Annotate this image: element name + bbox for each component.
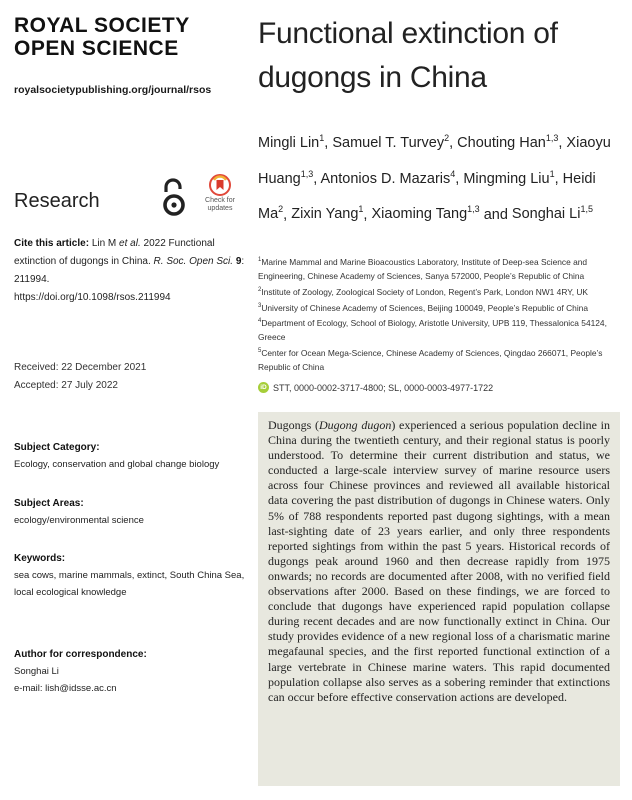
author[interactable]: Zixin Yang$^1$ — [291, 204, 364, 223]
subject-areas-value[interactable]: ecology/environmental science — [14, 515, 144, 526]
check-for-updates-badge[interactable] — [200, 174, 240, 212]
affiliation: $^4$Department of Ecology, School of Biology, Aristotle University, UPB 119, Thessalonica 54124, Greece — [258, 318, 607, 343]
citation-title: 2022 Functional extinction of dugongs in China. — [14, 238, 215, 267]
subject-areas-block — [14, 495, 246, 529]
abstract-text-start: Dugongs ( — [268, 418, 320, 432]
abstract-text-rest: ) experienced a serious population decline in China during the twentieth century, and their regional status is poorly understood. To determine their current distribution and status, we conducted a large-scale interview survey of marine resource users across four Chinese provinces and reviewed all available historical data covering the past distribution of dugongs in Chinese waters. Only 5% of 788 respondents reported past dugong sightings, with a mean last-sighting date of 23 years earlier, and only three respondents reported sightings from within the past 5 years. Historical records of dugongs peak around 1960 and then decrease rapidly from 1975 onwards; no records are documented after 2008, with no verified field observations after 2000. Based on these findings, we are forced to conclude that dugongs have experienced rapid population collapse during recent decades and are now functionally extinct in China. Our study provides evidence of a new regional loss of a charismatic marine megafaunal species, and the first reported functional extinction of a large vertebrate in Chinese marine waters. This rapid documented population collapse also serves as a sobering reminder that extinctions can occur before effective conservation actions are developed. — [268, 418, 610, 704]
author[interactable]: Xiaoming Tang$^{1,3}$ — [371, 204, 480, 223]
affiliations-list — [258, 253, 620, 374]
author[interactable]: Samuel T. Turvey$^2$ — [332, 133, 450, 151]
citation-volume: 9 — [235, 256, 242, 267]
author[interactable]: Antonios D. Mazaris$^4$ — [320, 168, 456, 187]
author[interactable]: Songhai Li$^{1,5}$ — [511, 204, 593, 223]
orcid-row — [258, 382, 493, 393]
accepted-date: Accepted: 27 July 2022 — [14, 380, 118, 391]
citation-journal: R. Soc. Open Sci. — [153, 256, 234, 267]
subject-areas-label: Subject Areas: — [14, 498, 84, 509]
author[interactable]: Heidi Ma$^2$ — [258, 170, 596, 223]
dates-block — [14, 359, 146, 395]
keywords-block — [14, 550, 246, 601]
author-list: Mingli Lin$^1$, Samuel T. Turvey$^2$, Chouting Han$^{1,3}$, Xiaoyu Huang$^{1,3}$, Antonios D. Mazaris$^4$, Mingming Liu$^1$, Heidi Ma$^2$, Zixin Yang$^1$, Xiaoming Tang$^{1,3}$ and Songhai Li$^{1,5}$ — [258, 133, 611, 223]
article-title: Functional extinction of dugongs in China — [258, 17, 558, 94]
orcid-ids[interactable]: STT, 0000-0002-3717-4800; SL, 0000-0003-4977-1722 — [273, 382, 494, 393]
journal-name-line1: ROYAL SOCIETY — [14, 14, 190, 37]
subject-category-value[interactable]: Ecology, conservation and global change biology — [14, 459, 220, 470]
correspondence-block — [14, 646, 246, 697]
affiliation: $^2$Institute of Zoology, Zoological Society of London, Regent’s Park, London NW1 4RY, UK — [258, 286, 589, 297]
author[interactable]: Mingming Liu$^1$ — [463, 168, 555, 187]
check-for-updates-label: Check for updates — [205, 197, 235, 212]
author[interactable]: Xiaoyu Huang$^{1,3}$ — [258, 134, 611, 187]
journal-name-line2: OPEN SCIENCE — [14, 37, 179, 60]
section-label: Research — [14, 190, 100, 212]
abstract-species-name: Dugong dugon — [319, 418, 392, 432]
citation-authors: Lin M — [91, 238, 117, 249]
affiliation: $^3$University of Chinese Academy of Sciences, Beijing 100049, People’s Republic of China — [258, 302, 589, 313]
subject-category-block — [14, 439, 246, 473]
subject-category-label: Subject Category: — [14, 442, 100, 453]
affiliation: $^1$Marine Mammal and Marine Bioacoustics Laboratory, Institute of Deep-sea Science and Engineering, Chinese Academy of Sciences, Sanya 572000, People’s Republic of China — [258, 256, 588, 281]
keywords-value[interactable]: sea cows, marine mammals, extinct, South China Sea, local ecological knowledge — [14, 570, 245, 598]
abstract-box — [258, 412, 620, 786]
affiliation: $^5$Center for Ocean Mega-Science, Chinese Academy of Sciences, Qingdao 266071, People’s Republic of China — [258, 347, 603, 372]
correspondence-email[interactable]: e-mail: lish@idsse.ac.cn — [14, 683, 117, 694]
citation-block — [14, 235, 246, 307]
open-access-icon[interactable] — [161, 178, 187, 218]
correspondence-name: Songhai Li — [14, 666, 59, 677]
correspondence-label: Author for correspondence: — [14, 649, 147, 660]
citation-article: : 211994. — [14, 256, 245, 285]
journal-logo[interactable] — [14, 14, 246, 60]
citation-doi-link[interactable]: https://doi.org/10.1098/rsos.211994 — [14, 292, 171, 303]
author[interactable]: Mingli Lin$^1$ — [258, 133, 325, 151]
author[interactable]: Chouting Han$^{1,3}$ — [457, 133, 559, 151]
section-row — [14, 174, 246, 220]
orcid-icon[interactable]: iD — [258, 382, 269, 393]
check-for-updates-icon — [209, 174, 231, 196]
journal-url-link[interactable]: royalsocietypublishing.org/journal/rsos — [14, 84, 212, 96]
citation-label: Cite this article: — [14, 238, 90, 249]
received-date: Received: 22 December 2021 — [14, 362, 147, 373]
keywords-label: Keywords: — [14, 553, 66, 564]
left-column — [14, 14, 246, 694]
citation-et-al: et al. — [119, 238, 141, 249]
